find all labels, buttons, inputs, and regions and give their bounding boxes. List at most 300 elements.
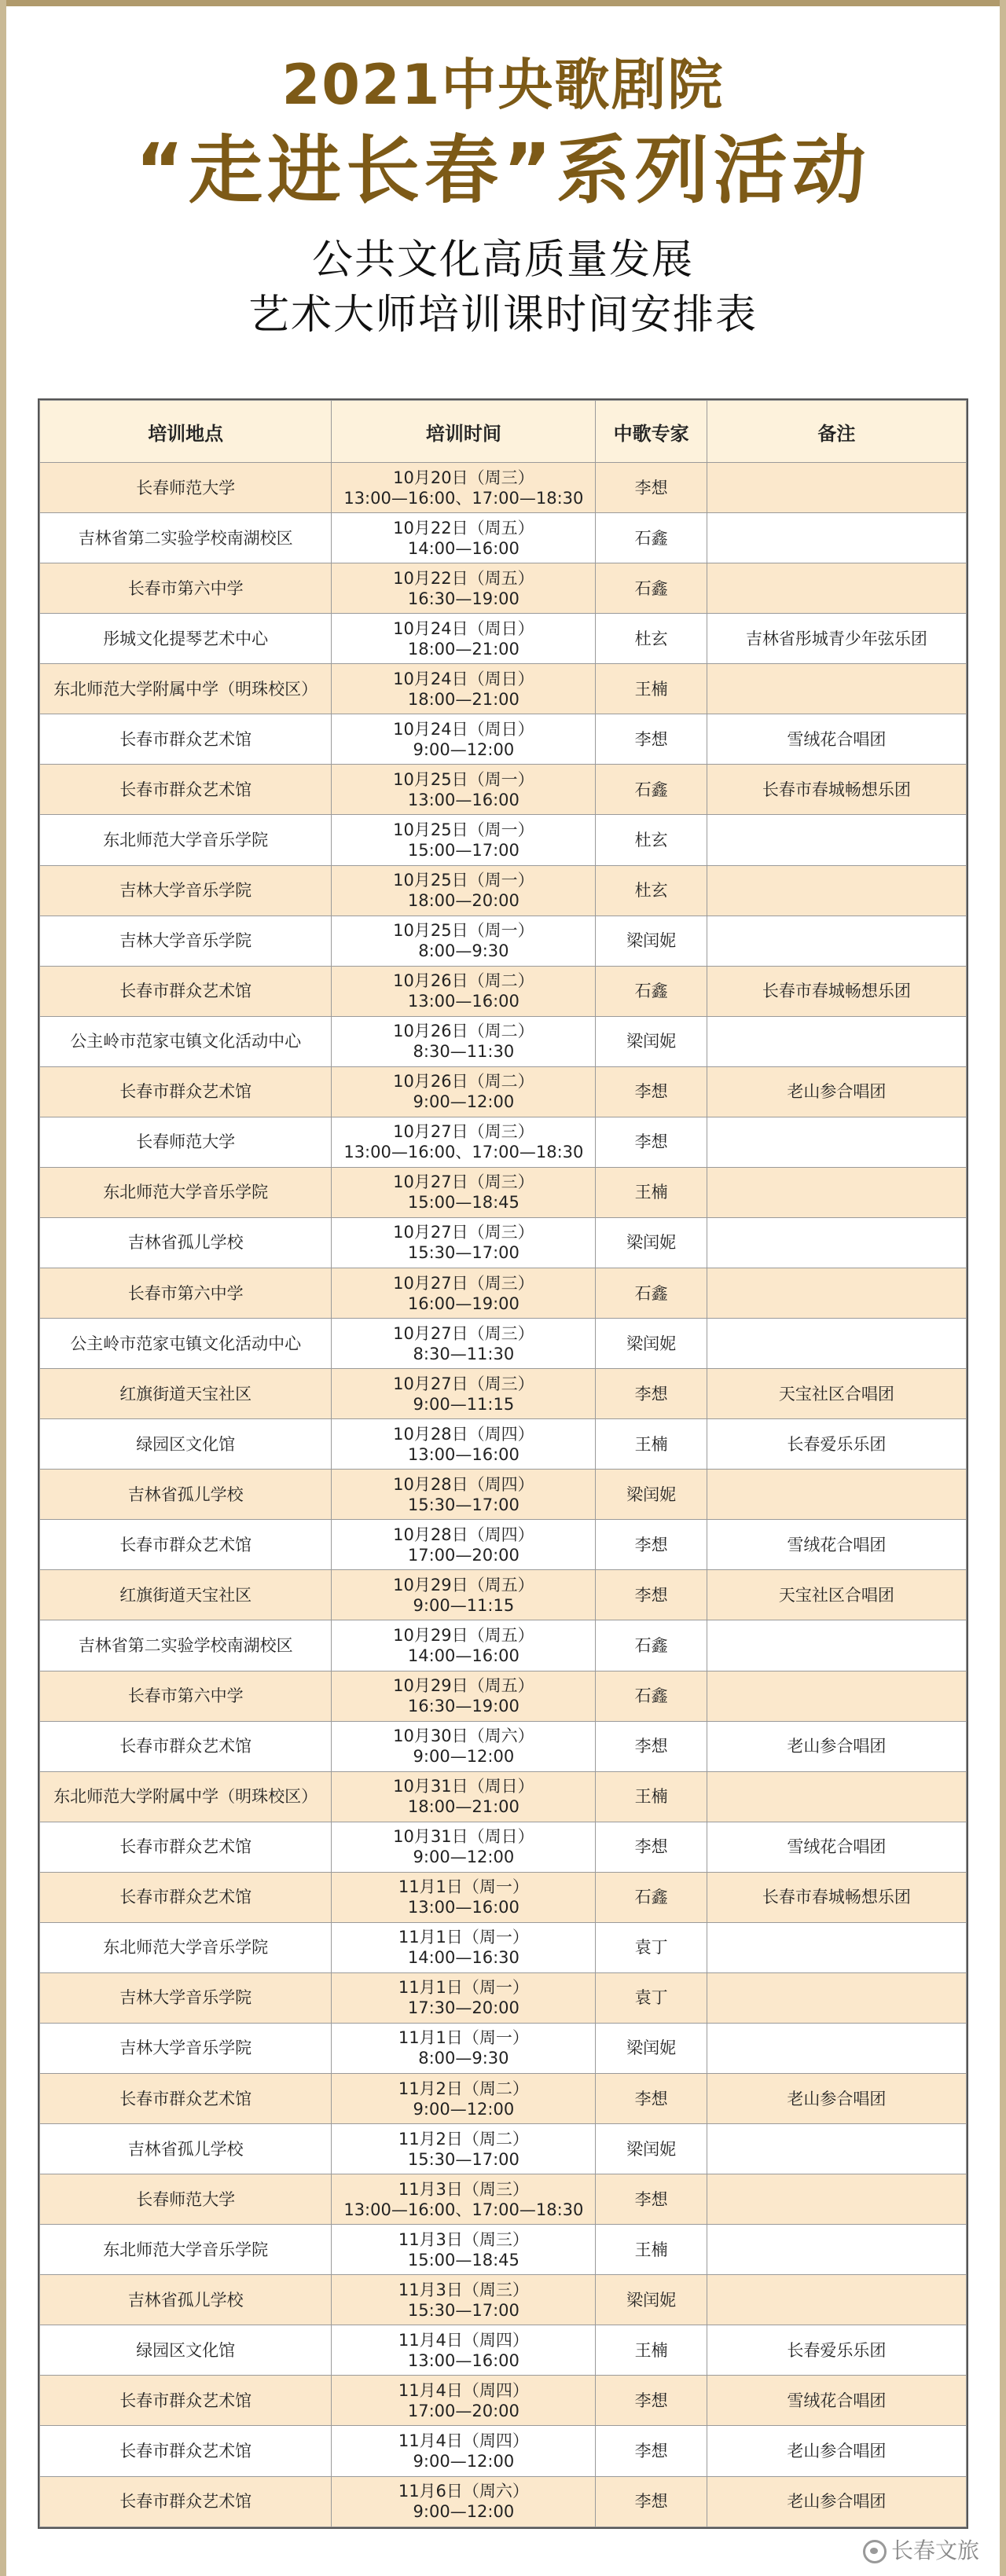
table-row <box>40 2426 967 2476</box>
table-header-row <box>40 401 967 463</box>
cell-place: 长春市群众艺术馆 <box>40 966 332 1016</box>
cell-place: 长春师范大学 <box>40 463 332 513</box>
table-row <box>40 1217 967 1268</box>
cell-place: 东北师范大学音乐学院 <box>40 2225 332 2275</box>
table-row <box>40 1470 967 1520</box>
cell-time <box>332 966 596 1016</box>
cell-time <box>332 815 596 865</box>
table-row <box>40 1872 967 1922</box>
cell-place: 吉林省第二实验学校南湖校区 <box>40 1620 332 1671</box>
cell-expert: 袁丁 <box>596 1922 707 1972</box>
table-row <box>40 916 967 966</box>
cell-time <box>332 1369 596 1419</box>
cell-note <box>707 463 966 513</box>
cell-note: 长春爱乐乐团 <box>707 2325 966 2376</box>
table-row <box>40 1016 967 1066</box>
table-row <box>40 2275 967 2325</box>
cell-date-text: 11月4日（周四） <box>398 2431 529 2450</box>
poster-header <box>0 47 1006 343</box>
cell-expert: 王楠 <box>596 2225 707 2275</box>
table-row <box>40 714 967 765</box>
cell-expert: 李想 <box>596 1117 707 1167</box>
cell-note: 长春爱乐乐团 <box>707 1419 966 1470</box>
cell-note: 老山参合唱团 <box>707 2074 966 2124</box>
cell-time <box>332 1771 596 1822</box>
cell-time <box>332 1470 596 1520</box>
cell-place: 东北师范大学音乐学院 <box>40 815 332 865</box>
cell-date-text: 10月29日（周五） <box>393 1575 534 1594</box>
table-row <box>40 1167 967 1217</box>
cell-place: 吉林大学音乐学院 <box>40 2023 332 2073</box>
cell-place: 长春市群众艺术馆 <box>40 1872 332 1922</box>
cell-expert: 梁闰妮 <box>596 2023 707 2073</box>
cell-date-text: 11月4日（周四） <box>398 2380 529 2400</box>
cell-expert: 李想 <box>596 463 707 513</box>
cell-note <box>707 563 966 614</box>
cell-time-text: 14:00—16:30 <box>407 1948 520 1968</box>
cell-date-text: 10月31日（周日） <box>393 1827 534 1847</box>
cell-note <box>707 865 966 916</box>
header-time: 培训时间 <box>332 401 596 463</box>
table-row <box>40 2225 967 2275</box>
cell-place: 吉林省第二实验学校南湖校区 <box>40 513 332 563</box>
cell-time <box>332 463 596 513</box>
cell-note <box>707 2124 966 2174</box>
cell-time-text: 15:00—18:45 <box>407 2250 520 2270</box>
wechat-icon <box>863 2540 887 2563</box>
cell-time-text: 8:00—9:30 <box>418 2049 509 2068</box>
table-row <box>40 2074 967 2124</box>
cell-date-text: 11月1日（周一） <box>398 1877 529 1897</box>
cell-expert: 石鑫 <box>596 1872 707 1922</box>
table-row <box>40 1117 967 1167</box>
cell-time-text: 14:00—16:00 <box>407 538 520 558</box>
cell-date-text: 10月25日（周一） <box>393 820 534 839</box>
watermark <box>863 2535 979 2567</box>
cell-date-text: 11月3日（周三） <box>398 2179 529 2199</box>
cell-place: 吉林省孤儿学校 <box>40 1217 332 1268</box>
cell-time-text: 15:30—17:00 <box>407 1243 520 1263</box>
cell-date-text: 10月25日（周一） <box>393 769 534 789</box>
cell-note <box>707 1922 966 1972</box>
cell-note <box>707 1217 966 1268</box>
cell-note: 老山参合唱团 <box>707 1721 966 1771</box>
cell-date-text: 10月29日（周五） <box>393 1625 534 1645</box>
cell-date-text: 11月1日（周一） <box>398 1978 529 1998</box>
cell-time-text: 9:00—12:00 <box>413 2099 515 2119</box>
table-row <box>40 664 967 714</box>
cell-time <box>332 2174 596 2225</box>
cell-place: 长春市群众艺术馆 <box>40 1822 332 1872</box>
cell-expert: 梁闰妮 <box>596 1016 707 1066</box>
cell-expert: 王楠 <box>596 1771 707 1822</box>
cell-note: 雪绒花合唱团 <box>707 1822 966 1872</box>
table-row <box>40 2124 967 2174</box>
cell-place: 吉林大学音乐学院 <box>40 1972 332 2023</box>
cell-time <box>332 2074 596 2124</box>
cell-date-text: 10月24日（周日） <box>393 618 534 638</box>
cell-time-text: 16:30—19:00 <box>407 1697 520 1716</box>
cell-date-text: 10月29日（周五） <box>393 1676 534 1696</box>
table-row <box>40 1972 967 2023</box>
cell-time <box>332 1066 596 1117</box>
cell-time-text: 8:30—11:30 <box>413 1042 515 1062</box>
cell-date-text: 10月26日（周二） <box>393 971 534 991</box>
cell-note <box>707 1167 966 1217</box>
cell-place: 东北师范大学音乐学院 <box>40 1167 332 1217</box>
cell-note <box>707 1117 966 1167</box>
cell-time <box>332 1620 596 1671</box>
table-row <box>40 1419 967 1470</box>
table-row <box>40 1771 967 1822</box>
cell-place: 长春市第六中学 <box>40 1671 332 1721</box>
table-row <box>40 1319 967 1369</box>
cell-date-text: 10月25日（周一） <box>393 871 534 890</box>
cell-date-text: 10月24日（周日） <box>393 669 534 688</box>
subtitle-line-2: 艺术大师培训课时间安排表 <box>248 292 758 339</box>
cell-time <box>332 2124 596 2174</box>
cell-place: 吉林省孤儿学校 <box>40 1470 332 1520</box>
cell-date-text: 10月27日（周三） <box>393 1374 534 1393</box>
cell-place: 红旗街道天宝社区 <box>40 1369 332 1419</box>
cell-expert: 石鑫 <box>596 513 707 563</box>
cell-place: 长春市群众艺术馆 <box>40 2426 332 2476</box>
header-place: 培训地点 <box>40 401 332 463</box>
cell-note <box>707 1771 966 1822</box>
cell-time <box>332 2225 596 2275</box>
cell-note: 长春市春城畅想乐团 <box>707 966 966 1016</box>
cell-date-text: 10月26日（周二） <box>393 1072 534 1092</box>
cell-time <box>332 2426 596 2476</box>
cell-time <box>332 1922 596 1972</box>
cell-time <box>332 2275 596 2325</box>
cell-date-text: 11月2日（周二） <box>398 2129 529 2149</box>
cell-time <box>332 1016 596 1066</box>
cell-date-text: 10月28日（周四） <box>393 1424 534 1444</box>
cell-note <box>707 1470 966 1520</box>
cell-time-text: 18:00—21:00 <box>407 639 520 659</box>
cell-expert: 石鑫 <box>596 966 707 1016</box>
cell-time-text: 13:00—16:00 <box>407 790 520 809</box>
cell-note <box>707 1016 966 1066</box>
cell-time-text: 18:00—21:00 <box>407 1797 520 1817</box>
cell-expert: 梁闰妮 <box>596 1319 707 1369</box>
cell-expert: 李想 <box>596 2174 707 2225</box>
cell-time-text: 16:30—19:00 <box>407 589 520 608</box>
table-row <box>40 2376 967 2426</box>
cell-time <box>332 1721 596 1771</box>
cell-expert: 李想 <box>596 2074 707 2124</box>
cell-time-text: 15:30—17:00 <box>407 2300 520 2320</box>
cell-time <box>332 916 596 966</box>
schedule-table <box>39 400 967 2527</box>
table-body <box>40 463 967 2527</box>
cell-date-text: 10月27日（周三） <box>393 1273 534 1293</box>
cell-place: 公主岭市范家屯镇文化活动中心 <box>40 1319 332 1369</box>
cell-time-text: 18:00—21:00 <box>407 689 520 709</box>
cell-expert: 梁闰妮 <box>596 1217 707 1268</box>
title-line-1: 2021中央歌剧院 <box>281 53 725 117</box>
cell-place: 吉林省孤儿学校 <box>40 2275 332 2325</box>
cell-place: 长春市群众艺术馆 <box>40 714 332 765</box>
table-row <box>40 513 967 563</box>
cell-note: 长春市春城畅想乐团 <box>707 1872 966 1922</box>
cell-expert: 李想 <box>596 1570 707 1620</box>
table-row <box>40 563 967 614</box>
table-row <box>40 2174 967 2225</box>
cell-place: 吉林大学音乐学院 <box>40 916 332 966</box>
cell-date-text: 10月20日（周三） <box>393 468 534 487</box>
cell-note <box>707 513 966 563</box>
cell-time-text: 13:00—16:00、17:00—18:30 <box>343 2200 584 2219</box>
table-row <box>40 815 967 865</box>
cell-note: 吉林省彤城青少年弦乐团 <box>707 614 966 664</box>
table-row <box>40 1520 967 1570</box>
cell-note: 雪绒花合唱团 <box>707 1520 966 1570</box>
cell-expert: 杜玄 <box>596 815 707 865</box>
cell-note <box>707 2275 966 2325</box>
cell-expert: 李想 <box>596 1369 707 1419</box>
cell-note: 老山参合唱团 <box>707 1066 966 1117</box>
table-row <box>40 1721 967 1771</box>
table-row <box>40 1922 967 1972</box>
cell-date-text: 10月24日（周日） <box>393 719 534 739</box>
table-row <box>40 614 967 664</box>
cell-date-text: 10月25日（周一） <box>393 921 534 941</box>
table-row <box>40 1620 967 1671</box>
table-row <box>40 1268 967 1319</box>
cell-date-text: 11月1日（周一） <box>398 1928 529 1947</box>
table-row <box>40 1822 967 1872</box>
cell-time-text: 9:00—11:15 <box>413 1595 515 1615</box>
cell-time <box>332 865 596 916</box>
cell-place: 长春市群众艺术馆 <box>40 1066 332 1117</box>
cell-date-text: 10月28日（周四） <box>393 1474 534 1494</box>
cell-note <box>707 2174 966 2225</box>
title-line-2: “走进长春”系列活动 <box>135 128 871 214</box>
cell-place: 东北师范大学附属中学（明珠校区） <box>40 664 332 714</box>
cell-place: 长春市群众艺术馆 <box>40 765 332 815</box>
cell-date-text: 11月6日（周六） <box>398 2482 529 2501</box>
cell-time <box>332 1167 596 1217</box>
table-row <box>40 966 967 1016</box>
cell-time <box>332 1570 596 1620</box>
cell-expert: 李想 <box>596 1066 707 1117</box>
cell-note: 长春市春城畅想乐团 <box>707 765 966 815</box>
cell-note: 雪绒花合唱团 <box>707 2376 966 2426</box>
cell-note <box>707 2225 966 2275</box>
cell-note <box>707 2023 966 2073</box>
cell-date-text: 10月28日（周四） <box>393 1525 534 1544</box>
cell-time <box>332 1268 596 1319</box>
header-note: 备注 <box>707 401 966 463</box>
cell-time <box>332 513 596 563</box>
cell-time-text: 18:00—20:00 <box>407 891 520 911</box>
cell-expert: 王楠 <box>596 2325 707 2376</box>
cell-time-text: 9:00—12:00 <box>413 2451 515 2471</box>
cell-time-text: 9:00—12:00 <box>413 1092 515 1112</box>
cell-note <box>707 815 966 865</box>
cell-time-text: 9:00—12:00 <box>413 1848 515 1867</box>
cell-time-text: 9:00—12:00 <box>413 2502 515 2522</box>
cell-time-text: 13:00—16:00、17:00—18:30 <box>343 1143 584 1162</box>
cell-place: 吉林大学音乐学院 <box>40 865 332 916</box>
cell-date-text: 10月22日（周五） <box>393 518 534 538</box>
cell-time <box>332 1872 596 1922</box>
cell-place: 长春市群众艺术馆 <box>40 1520 332 1570</box>
cell-time <box>332 765 596 815</box>
cell-note <box>707 1268 966 1319</box>
cell-time-text: 13:00—16:00 <box>407 992 520 1011</box>
cell-place: 长春市群众艺术馆 <box>40 2074 332 2124</box>
table-row <box>40 1066 967 1117</box>
cell-place: 红旗街道天宝社区 <box>40 1570 332 1620</box>
cell-time <box>332 2376 596 2426</box>
cell-note <box>707 1319 966 1369</box>
cell-expert: 李想 <box>596 1822 707 1872</box>
cell-date-text: 10月27日（周三） <box>393 1323 534 1343</box>
cell-place: 绿园区文化馆 <box>40 2325 332 2376</box>
table-row <box>40 463 967 513</box>
cell-time-text: 9:00—11:15 <box>413 1394 515 1414</box>
cell-time <box>332 2023 596 2073</box>
cell-expert: 梁闰妮 <box>596 1470 707 1520</box>
cell-time <box>332 1419 596 1470</box>
cell-time-text: 14:00—16:00 <box>407 1646 520 1665</box>
watermark-text: 长春文旅 <box>890 2537 979 2563</box>
cell-date-text: 10月27日（周三） <box>393 1122 534 1142</box>
cell-time-text: 13:00—16:00、17:00—18:30 <box>343 488 584 508</box>
cell-expert: 李想 <box>596 2376 707 2426</box>
cell-time <box>332 563 596 614</box>
cell-time <box>332 714 596 765</box>
cell-expert: 王楠 <box>596 1167 707 1217</box>
cell-expert: 石鑫 <box>596 563 707 614</box>
cell-expert: 杜玄 <box>596 865 707 916</box>
cell-expert: 石鑫 <box>596 1671 707 1721</box>
cell-date-text: 10月27日（周三） <box>393 1172 534 1192</box>
right-decor-band <box>1000 0 1006 2576</box>
cell-note: 天宝社区合唱团 <box>707 1369 966 1419</box>
cell-place: 公主岭市范家屯镇文化活动中心 <box>40 1016 332 1066</box>
cell-time-text: 17:00—20:00 <box>407 1545 520 1565</box>
cell-time <box>332 1319 596 1369</box>
cell-time-text: 13:00—16:00 <box>407 2350 520 2370</box>
cell-place: 彤城文化提琴艺术中心 <box>40 614 332 664</box>
header-expert: 中歌专家 <box>596 401 707 463</box>
cell-expert: 李想 <box>596 714 707 765</box>
subtitle-line-1: 公共文化高质量发展 <box>311 237 694 284</box>
cell-place: 长春市群众艺术馆 <box>40 2476 332 2527</box>
table-row <box>40 865 967 916</box>
cell-date-text: 10月30日（周六） <box>393 1727 534 1746</box>
cell-time-text: 9:00—12:00 <box>413 1747 515 1767</box>
cell-note: 老山参合唱团 <box>707 2476 966 2527</box>
cell-date-text: 10月31日（周日） <box>393 1777 534 1796</box>
top-decor-band <box>0 0 1006 6</box>
cell-place: 东北师范大学附属中学（明珠校区） <box>40 1771 332 1822</box>
cell-time <box>332 1217 596 1268</box>
cell-note: 雪绒花合唱团 <box>707 714 966 765</box>
cell-place: 长春市群众艺术馆 <box>40 1721 332 1771</box>
cell-place: 东北师范大学音乐学院 <box>40 1922 332 1972</box>
cell-time-text: 8:00—9:30 <box>418 941 509 961</box>
cell-place: 长春市群众艺术馆 <box>40 2376 332 2426</box>
cell-expert: 王楠 <box>596 664 707 714</box>
cell-time <box>332 2325 596 2376</box>
table-row <box>40 1570 967 1620</box>
cell-time <box>332 614 596 664</box>
cell-time-text: 15:00—18:45 <box>407 1193 520 1213</box>
cell-time-text: 8:30—11:30 <box>413 1344 515 1363</box>
cell-time <box>332 664 596 714</box>
cell-expert: 李想 <box>596 2426 707 2476</box>
cell-time-text: 13:00—16:00 <box>407 1444 520 1464</box>
cell-time-text: 9:00—12:00 <box>413 739 515 759</box>
cell-time-text: 16:00—19:00 <box>407 1294 520 1313</box>
cell-expert: 袁丁 <box>596 1972 707 2023</box>
cell-expert: 李想 <box>596 1721 707 1771</box>
cell-time-text: 15:30—17:00 <box>407 1495 520 1514</box>
table-row <box>40 765 967 815</box>
cell-time-text: 17:30—20:00 <box>407 1998 520 2018</box>
cell-date-text: 10月27日（周三） <box>393 1223 534 1242</box>
schedule-table-frame <box>38 398 968 2529</box>
cell-time <box>332 1822 596 1872</box>
cell-note: 天宝社区合唱团 <box>707 1570 966 1620</box>
cell-note <box>707 1671 966 1721</box>
cell-date-text: 10月22日（周五） <box>393 568 534 588</box>
cell-time-text: 15:00—17:00 <box>407 840 520 860</box>
cell-time <box>332 1972 596 2023</box>
cell-note <box>707 916 966 966</box>
cell-time-text: 15:30—17:00 <box>407 2149 520 2169</box>
cell-expert: 石鑫 <box>596 765 707 815</box>
cell-place: 长春市第六中学 <box>40 1268 332 1319</box>
cell-expert: 梁闰妮 <box>596 2124 707 2174</box>
cell-expert: 梁闰妮 <box>596 916 707 966</box>
table-row <box>40 2023 967 2073</box>
cell-place: 长春市第六中学 <box>40 563 332 614</box>
cell-note: 老山参合唱团 <box>707 2426 966 2476</box>
table-row <box>40 2325 967 2376</box>
cell-expert: 李想 <box>596 1520 707 1570</box>
cell-date-text: 11月1日（周一） <box>398 2028 529 2048</box>
cell-note <box>707 1972 966 2023</box>
cell-expert: 梁闰妮 <box>596 2275 707 2325</box>
cell-date-text: 10月26日（周二） <box>393 1022 534 1041</box>
table-row <box>40 1671 967 1721</box>
cell-place: 吉林省孤儿学校 <box>40 2124 332 2174</box>
cell-time-text: 13:00—16:00 <box>407 1898 520 1917</box>
left-decor-band <box>0 0 6 2576</box>
cell-time <box>332 2476 596 2527</box>
cell-time <box>332 1117 596 1167</box>
cell-expert: 李想 <box>596 2476 707 2527</box>
cell-time <box>332 1520 596 1570</box>
cell-place: 长春师范大学 <box>40 1117 332 1167</box>
cell-time-text: 17:00—20:00 <box>407 2401 520 2420</box>
cell-date-text: 11月4日（周四） <box>398 2330 529 2350</box>
cell-time <box>332 1671 596 1721</box>
cell-date-text: 11月3日（周三） <box>398 2280 529 2299</box>
cell-expert: 王楠 <box>596 1419 707 1470</box>
table-row <box>40 1369 967 1419</box>
cell-place: 长春师范大学 <box>40 2174 332 2225</box>
cell-expert: 石鑫 <box>596 1620 707 1671</box>
cell-note <box>707 1620 966 1671</box>
cell-date-text: 11月3日（周三） <box>398 2229 529 2249</box>
